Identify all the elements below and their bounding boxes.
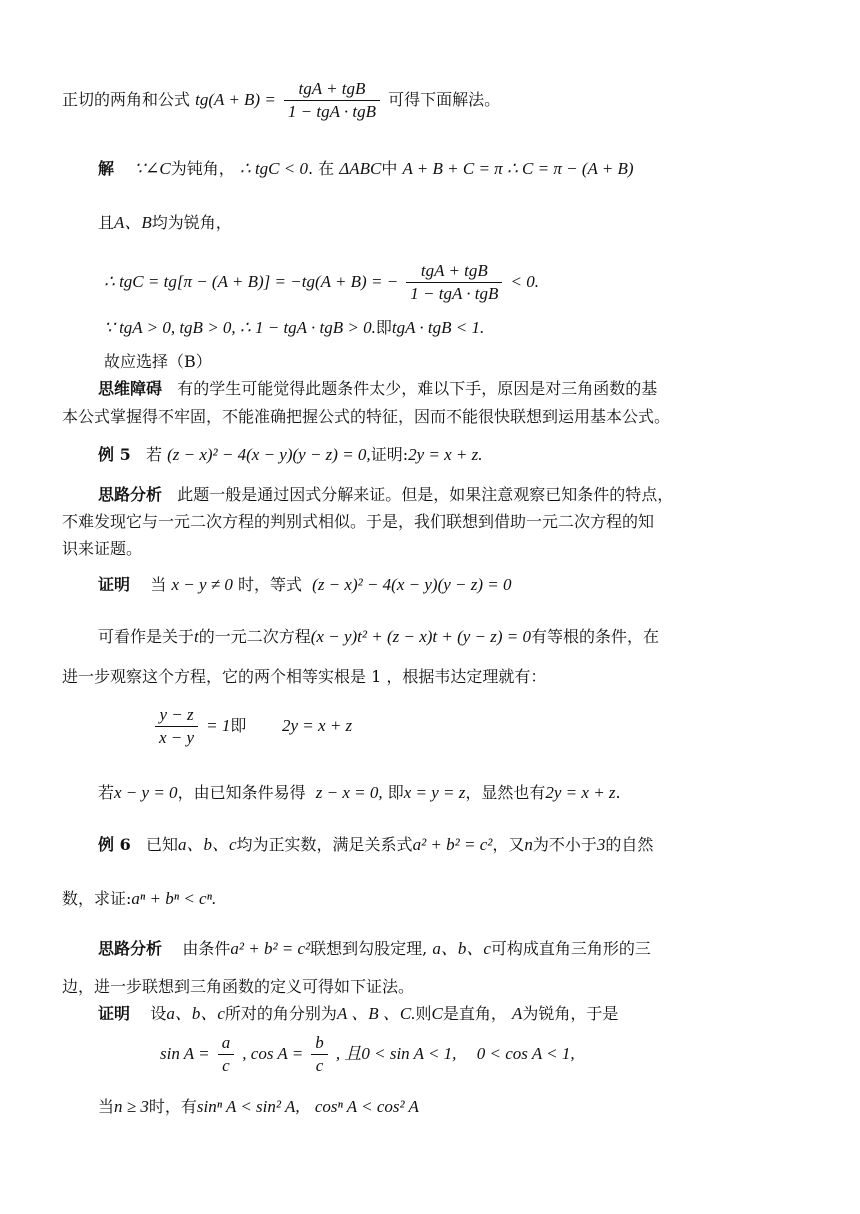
text: 为锐角，于是 xyxy=(522,1004,619,1023)
line-vieta: 进一步观察这个方程，它的两个相等实根是 1 ，根据韦达定理就有： xyxy=(62,667,547,686)
line-tga-tgb xyxy=(104,317,484,339)
line-obstacle xyxy=(98,378,657,400)
line-example6-cont xyxy=(62,888,216,910)
section-title: 思路分析 xyxy=(98,939,163,958)
denominator: 1 − tgA · tgB xyxy=(410,284,499,303)
numerator: tgA + tgB xyxy=(284,78,380,101)
line-obstacle-cont: 本公式掌握得不牢固，不能准确把握公式的特征，因而不能很快联想到运用基本公式。 xyxy=(62,407,671,426)
text: 时，有 xyxy=(148,1097,197,1116)
line-quadratic xyxy=(98,626,659,648)
line-case-zero xyxy=(98,782,621,804)
example-label: 例 5 xyxy=(98,445,131,464)
text: 所对的角分别为 xyxy=(224,1004,337,1023)
math: 2y = x + z xyxy=(282,716,353,735)
math: , 且 xyxy=(335,1044,362,1063)
text: 数，求证: xyxy=(62,889,132,908)
section-title: 思路分析 xyxy=(98,485,163,504)
line-analysis2-cont: 边，进一步联想到三角函数的定义可得如下证法。 xyxy=(62,977,415,996)
text: . 在 xyxy=(307,159,335,178)
text: 为不小于 xyxy=(532,835,597,854)
line-answer: 故应选择（B） xyxy=(104,352,212,371)
line-tgc-derivation xyxy=(104,260,539,305)
math: A xyxy=(511,1004,523,1023)
line-proof xyxy=(98,574,512,596)
text: ，显然也有 xyxy=(465,783,546,802)
math: 2y = x + z. xyxy=(408,445,483,464)
math: a、b、c xyxy=(166,1004,225,1023)
text: 为钝角， xyxy=(170,159,235,178)
math: A + B + C = π ∴ C = π − (A + B) xyxy=(402,159,634,178)
math: tgA · tgB < 1. xyxy=(391,318,485,337)
line-power xyxy=(98,1096,419,1118)
proof-label: 证明 xyxy=(98,575,131,594)
math: C xyxy=(431,1004,443,1023)
math: < 0. xyxy=(510,272,539,291)
text: . xyxy=(615,783,621,802)
text: 可构成直角三角形的三 xyxy=(490,939,651,958)
math: a、b、c xyxy=(432,939,491,958)
fraction xyxy=(284,78,380,123)
math: ∴ tgC < 0 xyxy=(239,159,308,178)
text: 若 xyxy=(145,445,162,464)
text: 均为正实数，满足关系式 xyxy=(236,835,413,854)
math: (x − y)t² + (z − x)t + (y − z) = 0 xyxy=(310,627,532,646)
math: sinⁿ A < sin² A, xyxy=(196,1097,300,1116)
text: 的自然 xyxy=(605,835,654,854)
math: 2y = x + z xyxy=(545,783,616,802)
text: 当 xyxy=(150,575,167,594)
math: a² + b² = c² xyxy=(230,939,311,958)
text: 有的学生可能觉得此题条件太少，难以下手，原因是对三角函数的基 xyxy=(177,379,658,398)
math: ∵∠C xyxy=(134,159,171,178)
math: a² + b² = c² xyxy=(412,835,493,854)
text: 此题一般是通过因式分解来证。但是，如果注意观察已知条件的特点， xyxy=(177,485,674,504)
math: a、b、c xyxy=(178,835,237,854)
math: A 、B 、C. xyxy=(336,1004,416,1023)
text: 由条件 xyxy=(182,939,231,958)
text: 正切的两角和公式 xyxy=(62,90,191,109)
line-proof2 xyxy=(98,1003,618,1025)
numerator: a xyxy=(218,1032,235,1055)
text: 联想到勾股定理, xyxy=(310,939,428,958)
math: sin A = xyxy=(160,1044,210,1063)
fraction xyxy=(406,260,502,305)
text: 时，等式 xyxy=(237,575,302,594)
math: , cos A = xyxy=(242,1044,304,1063)
numerator: y − z xyxy=(155,704,198,727)
text: 即 xyxy=(375,318,392,337)
math: ΔABC xyxy=(339,159,382,178)
math: A、B xyxy=(114,213,152,232)
math: aⁿ + bⁿ < cⁿ. xyxy=(131,889,217,908)
math: tg(A + B) = xyxy=(195,90,276,109)
line-sin-cos xyxy=(160,1032,575,1077)
text: 均为锐角， xyxy=(151,213,232,232)
example-label: 例 6 xyxy=(98,835,131,854)
math: = 1 xyxy=(206,716,231,735)
fraction xyxy=(155,704,198,749)
numerator: tgA + tgB xyxy=(406,260,502,283)
line-ratio xyxy=(152,704,352,749)
section-title: 思维障碍 xyxy=(98,379,163,398)
math: x = y = z xyxy=(403,783,466,802)
denominator: c xyxy=(315,1056,324,1075)
text: 已知 xyxy=(145,835,178,854)
numerator: b xyxy=(311,1032,328,1055)
line-solution xyxy=(98,158,634,180)
denominator: x − y xyxy=(159,728,195,747)
text: ，又 xyxy=(492,835,525,854)
text: ，由已知条件易得 xyxy=(177,783,306,802)
math: 0 < cos A < 1, xyxy=(476,1044,575,1063)
math: (z − x)² − 4(x − y)(y − z) = 0, xyxy=(167,445,371,464)
proof-label: 证明 xyxy=(98,1004,131,1023)
line-analysis xyxy=(98,484,673,506)
text: 是直角， xyxy=(442,1004,507,1023)
line-tangent-formula xyxy=(62,78,500,123)
line-analysis-cont: 不难发现它与一元二次方程的判别式相似。于是，我们联想到借助一元二次方程的知 xyxy=(62,512,655,531)
text: 即 xyxy=(387,783,404,802)
text: 可得下面解法。 xyxy=(388,90,501,109)
fraction xyxy=(218,1032,235,1077)
math: x − y ≠ 0 xyxy=(171,575,233,594)
math: z − x = 0, xyxy=(315,783,383,802)
line-analysis2 xyxy=(98,938,651,960)
denominator: c xyxy=(222,1056,230,1075)
text: 且 xyxy=(98,213,115,232)
text: 当 xyxy=(98,1097,115,1116)
math: x − y = 0 xyxy=(114,783,178,802)
math: cosⁿ A < cos² A xyxy=(314,1097,419,1116)
text: 证明: xyxy=(370,445,409,464)
text: 则 xyxy=(415,1004,432,1023)
line-example5 xyxy=(98,444,483,466)
text: 设 xyxy=(150,1004,167,1023)
math: (z − x)² − 4(x − y)(y − z) = 0 xyxy=(312,575,512,594)
solution-label: 解 xyxy=(98,159,115,178)
text: 有等根的条件，在 xyxy=(531,627,660,646)
math: ∴ tgC = tg[π − (A + B)] = −tg(A + B) = − xyxy=(104,272,399,291)
math: 0 < sin A < 1, xyxy=(361,1044,457,1063)
math: ∵ tgA > 0, tgB > 0, ∴ 1 − tgA · tgB > 0. xyxy=(104,318,376,337)
math: n ≥ 3 xyxy=(114,1097,149,1116)
text: 的一元二次方程 xyxy=(198,627,311,646)
math: 3 xyxy=(596,835,606,854)
text: 中 xyxy=(381,159,398,178)
math: t xyxy=(194,627,199,646)
fraction xyxy=(311,1032,328,1077)
math: n xyxy=(524,835,533,854)
text: 即 xyxy=(230,716,247,735)
line-analysis-cont2: 识来证题。 xyxy=(62,539,143,558)
text: 可看作是关于 xyxy=(98,627,195,646)
line-example6 xyxy=(98,834,653,856)
line-acute xyxy=(98,212,232,234)
text: 若 xyxy=(98,783,115,802)
denominator: 1 − tgA · tgB xyxy=(287,102,377,121)
